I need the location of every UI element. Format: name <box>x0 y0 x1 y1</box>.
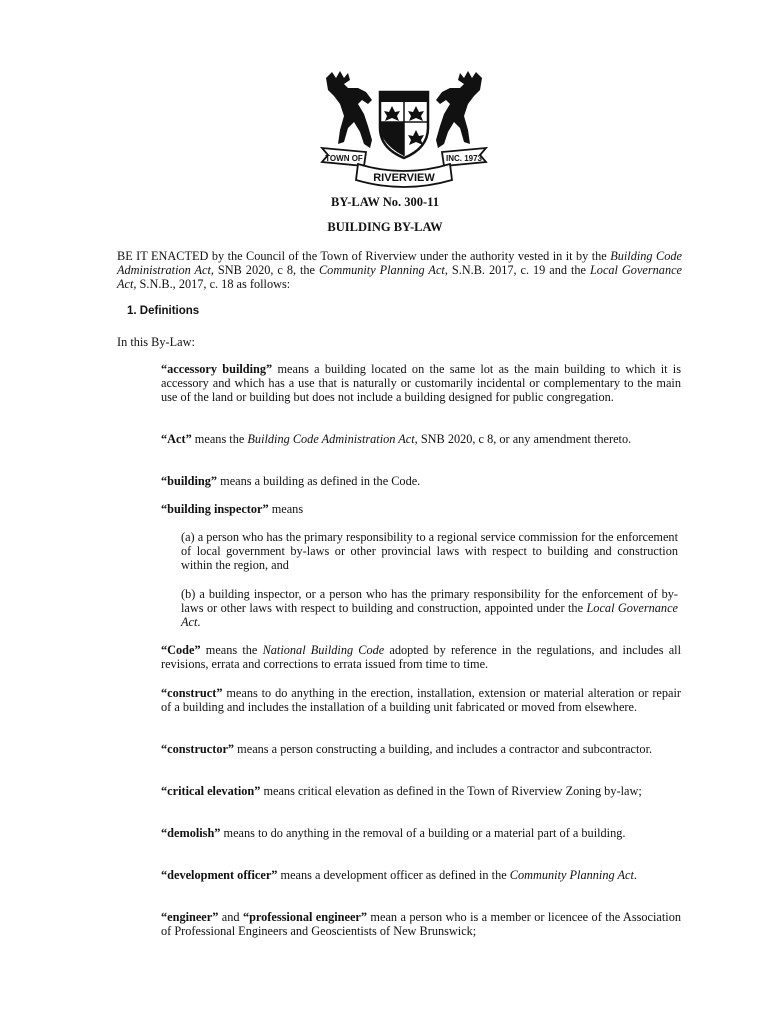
left-moose-icon <box>326 71 372 148</box>
intro-text: In this By-Law: <box>117 335 195 349</box>
town-of-riverview-crest <box>318 70 490 188</box>
definition-engineer: “engineer” and “professional engineer” mean a person who is a member or licencee of the Association of Professional Engineers and Geoscientists of New Brunswick; <box>161 910 681 938</box>
building-inspector-clause-b: (b) a building inspector, or a person who has the primary responsibility for the enforcement of by-laws or other laws with respect to building and construction, appointed under the Local Governance Act. <box>181 587 678 629</box>
definition-accessory-building: “accessory building” means a building located on the same lot as the main building to which it is accessory and which has a use that is naturally or customarily incidental or complementary to the main use of the land or building but does not include a building designed for public congregation. <box>161 362 681 404</box>
definition-code: “Code” means the National Building Code adopted by reference in the regulations, and includes all revisions, errata and corrections to errata issued from time to time. <box>161 643 681 671</box>
building-inspector-clause-a: (a) a person who has the primary responsibility to a regional service commission for the enforcement of local government by-laws or other provincial laws with respect to building and construction within the region, and <box>181 530 678 572</box>
banner-main-text: RIVERVIEW <box>373 172 435 184</box>
definition-building-inspector: “building inspector” means <box>161 502 304 516</box>
definition-critical-elevation: “critical elevation” means critical elevation as defined in the Town of Riverview Zoning by-law; <box>161 784 642 798</box>
shield-icon <box>380 92 428 158</box>
banner-right-text: INC. 1973 <box>445 154 483 163</box>
bylaw-number-title: BY-LAW No. 300-11 <box>330 195 439 209</box>
definition-constructor: “constructor” means a person constructing a building, and includes a contractor and subcontractor. <box>161 742 653 756</box>
definition-act: “Act” means the Building Code Administration Act, SNB 2020, c 8, or any amendment thereto. <box>161 432 632 446</box>
right-moose-icon <box>436 71 482 148</box>
enactment-paragraph: BE IT ENACTED by the Council of the Town of Riverview under the authority vested in it by the Building Code Administration Act, SNB 2020, c 8, the Community Planning Act, S.N.B. 2017, c. 19 and the Local Governance Act, S.N.B., 2017, c. 18 as follows: <box>117 249 683 291</box>
bylaw-subtitle: BUILDING BY-LAW <box>327 220 443 234</box>
definition-construct: “construct” means to do anything in the erection, installation, extension or material alteration or repair of a building and includes the installation of a building unit fabricated or moved from elsewhere. <box>161 686 681 714</box>
definition-building: “building” means a building as defined in the Code. <box>161 474 421 488</box>
section-heading-definitions: 1. Definitions <box>127 305 200 317</box>
definition-development-officer: “development officer” means a development officer as defined in the Community Planning Act. <box>161 868 637 882</box>
banner-left-text: TOWN OF <box>325 154 363 163</box>
definition-demolish: “demolish” means to do anything in the removal of a building or a material part of a building. <box>161 826 626 840</box>
